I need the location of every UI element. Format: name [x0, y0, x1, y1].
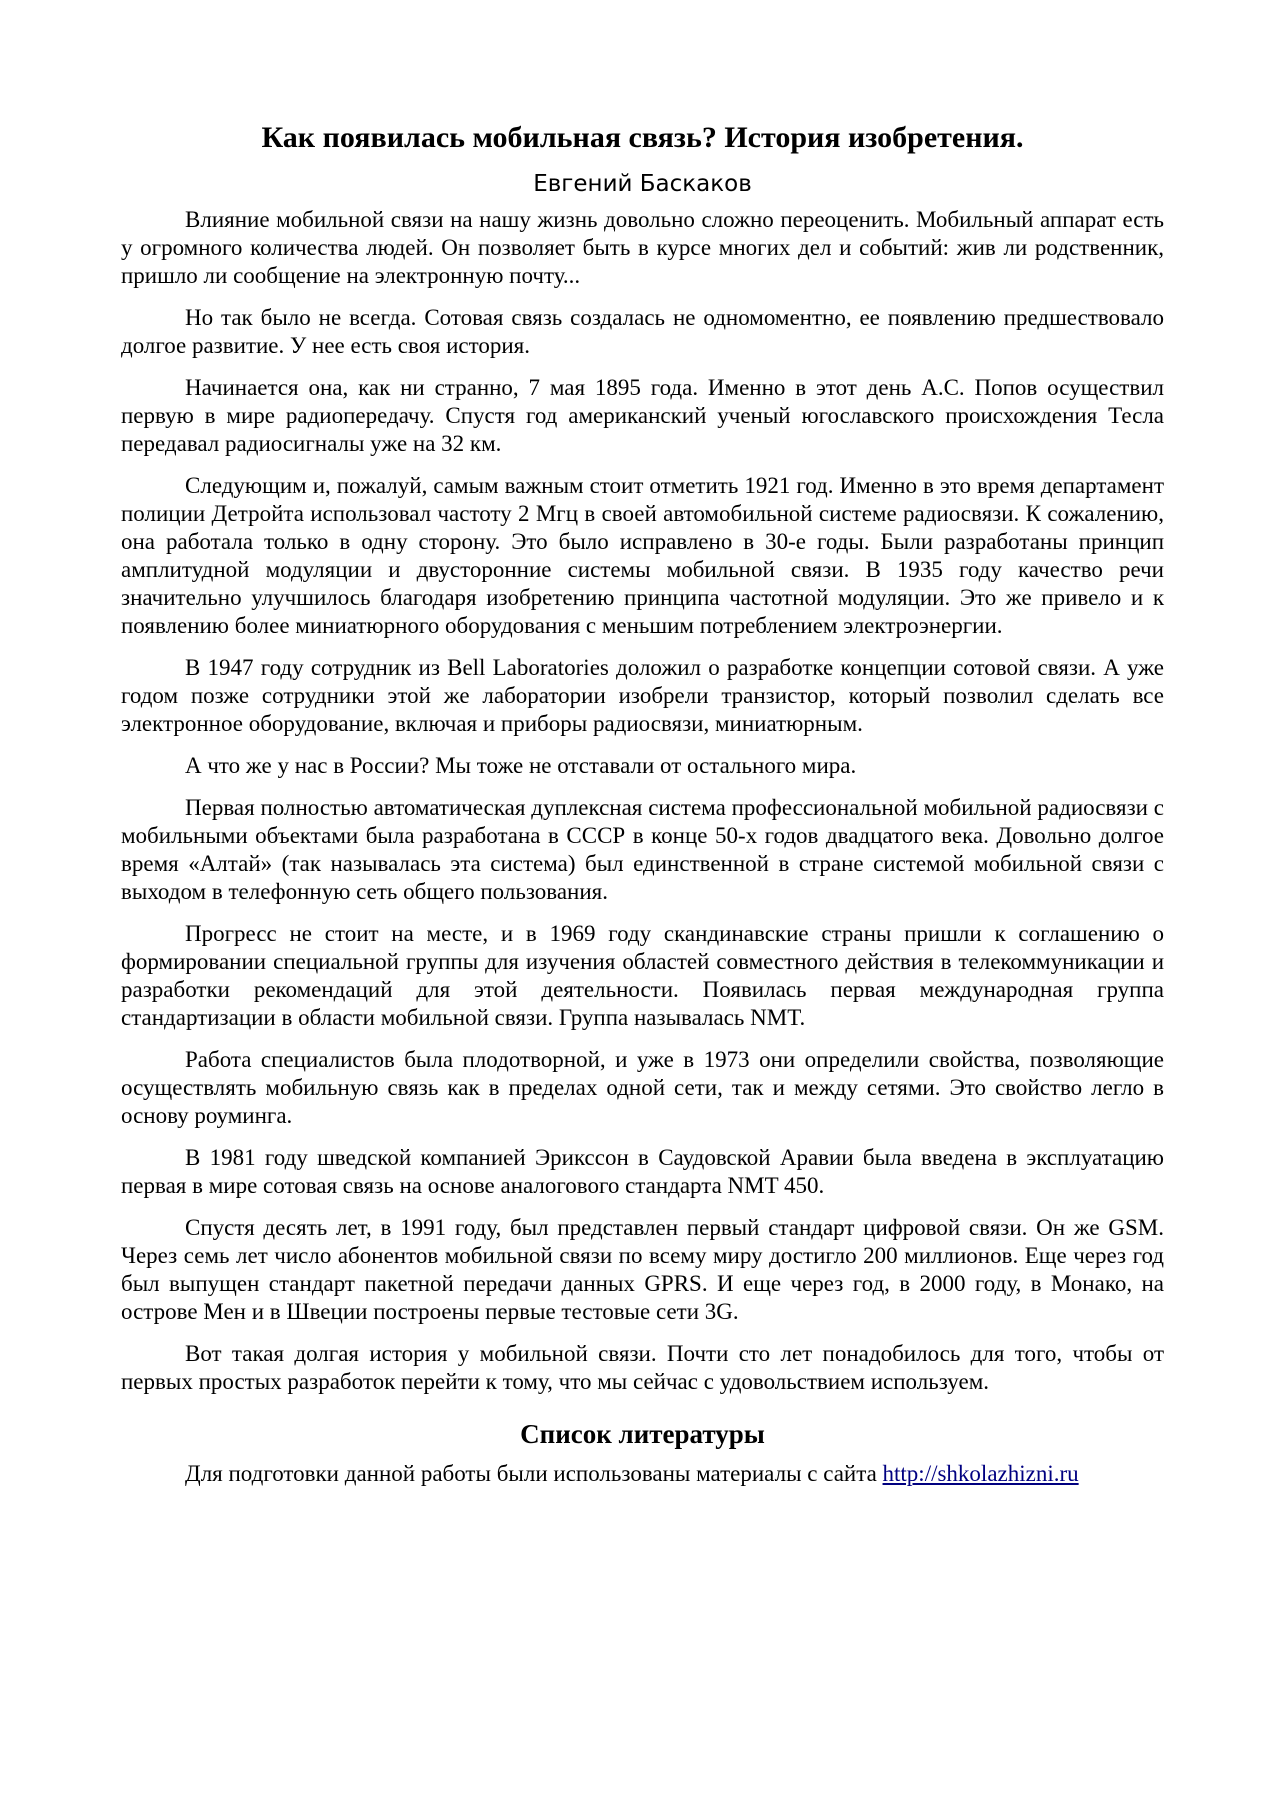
references-paragraph	[121, 1460, 1164, 1488]
paragraph-5: В 1947 году сотрудник из Bell Laboratories доложил о разработке концепции сотовой связи. А уже годом позже сотрудники этой же лаборатории изобрели транзистор, который позволил сделать все электронное оборудование, включая и приборы радиосвязи, миниатюрным.	[121, 655, 1164, 736]
references-heading: Список литературы	[520, 1419, 765, 1449]
paragraph-6: А что же у нас в России? Мы тоже не отставали от остального мира.	[185, 753, 857, 778]
source-link[interactable]: http://shkolazhizni.ru	[882, 1461, 1079, 1486]
paragraph-3: Начинается она, как ни странно, 7 мая 1895 года. Именно в этот день А.С. Попов осуществил первую в мире радиопередачу. Спустя год американский ученый югославского происхождения Тесла передавал радиосигналы уже на 32 км.	[121, 375, 1164, 456]
references-text: Для подготовки данной работы были использованы материалы с сайта	[185, 1461, 883, 1486]
paragraph-1: Влияние мобильной связи на нашу жизнь довольно сложно переоценить. Мобильный аппарат есть у огромного количества людей. Он позволяет быть в курсе многих дел и событий: жив ли родственник, пришло ли сообщение на электронную почту...	[121, 207, 1164, 288]
paragraph-11: Спустя десять лет, в 1991 году, был представлен первый стандарт цифровой связи. Он же GSM. Через семь лет число абонентов мобильной связи по всему миру достигло 200 миллионов. Еще через год был выпущен стандарт пакетной передачи данных GPRS. И еще через год, в 2000 году, в Монако, на острове Мен и в Швеции построены первые тестовые сети 3G.	[121, 1215, 1164, 1324]
paragraph-8: Прогресс не стоит на месте, и в 1969 году скандинавские страны пришли к соглашению о формировании специальной группы для изучения областей совместного действия в телекоммуникации и разработки рекомендаций для этой деятельности. Появилась первая международная группа стандартизации в области мобильной связи. Группа называлась NMT.	[121, 921, 1164, 1030]
paragraph-12: Вот такая долгая история у мобильной связи. Почти сто лет понадобилось для того, чтобы от первых простых разработок перейти к тому, что мы сейчас с удовольствием используем.	[121, 1341, 1164, 1394]
paragraph-7: Первая полностью автоматическая дуплексная система профессиональной мобильной радиосвязи с мобильными объектами была разработана в СССР в конце 50-х годов двадцатого века. Довольно долгое время «Алтай» (так называлась эта система) был единственной в стране системой мобильной связи с выходом в телефонную сеть общего пользования.	[121, 795, 1164, 904]
paragraph-9: Работа специалистов была плодотворной, и уже в 1973 они определили свойства, позволяющие осуществлять мобильную связь как в пределах одной сети, так и между сетями. Это свойство легло в основу роуминга.	[121, 1047, 1164, 1128]
document-title: Как появилась мобильная связь? История изобретения.	[261, 121, 1024, 154]
paragraph-10: В 1981 году шведской компанией Эриксcон в Саудовской Аравии была введена в эксплуатацию первая в мире сотовая связь на основе аналогового стандарта NMT 450.	[121, 1145, 1164, 1198]
paragraph-2: Но так было не всегда. Сотовая связь создалась не одномоментно, ее появлению предшествовало долгое развитие. У нее есть своя история.	[121, 305, 1164, 358]
paragraph-4: Следующим и, пожалуй, самым важным стоит отметить 1921 год. Именно в это время департамент полиции Детройта использовал частоту 2 Мгц в своей автомобильной системе радиосвязи. К сожалению, она работала только в одну сторону. Это было исправлено в 30-е годы. Были разработаны принцип амплитудной модуляции и двусторонние системы мобильной связи. В 1935 году качество речи значительно улучшилось благодаря изобретению принципа частотной модуляции. Это же привело и к появлению более миниатюрного оборудования с меньшим потреблением электроэнергии.	[121, 473, 1164, 638]
document-author: Евгений Баскаков	[533, 171, 752, 197]
document-page	[121, 118, 1164, 1502]
